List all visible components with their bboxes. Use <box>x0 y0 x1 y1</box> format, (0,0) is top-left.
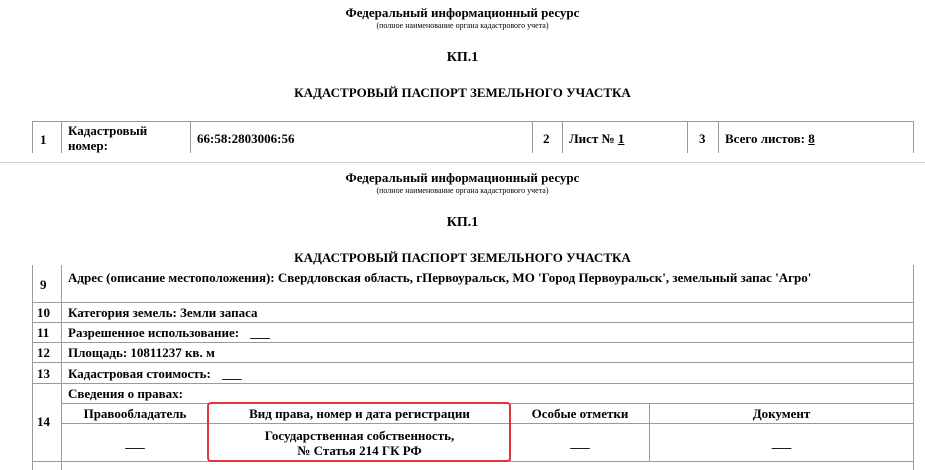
header-row-divider <box>61 121 62 153</box>
row-11-label: Разрешенное использование: <box>68 325 240 340</box>
rights-header-right-type: Вид права, номер и дата регистрации <box>249 406 470 421</box>
table-border-right <box>913 265 914 470</box>
row-border <box>32 322 914 323</box>
header-row-divider <box>562 121 563 153</box>
row-12-num: 12 <box>37 345 50 360</box>
rights-owner-value: ___ <box>125 435 145 450</box>
row-9-address: Адрес (описание местоположения): Свердловская область, гПервоуральск, МО 'Город Первоуральск', земельный запас 'Агро' <box>68 270 812 285</box>
header-row-border-right <box>913 121 914 153</box>
passport-title: КАДАСТРОВЫЙ ПАСПОРТ ЗЕМЕЛЬНОГО УЧАСТКА <box>294 85 631 100</box>
highlight-box <box>207 402 511 462</box>
rights-right-type-line2: № Статья 214 ГК РФ <box>297 443 422 458</box>
header-row-border-left <box>32 121 33 153</box>
header-row-num-2: 2 <box>543 131 550 146</box>
resource-title: Федеральный информационный ресурс <box>345 5 580 20</box>
row-13-label: Кадастровая стоимость: <box>68 366 211 381</box>
cadastral-number-value: 66:58:2803006:56 <box>197 131 295 146</box>
form-code: КП.1 <box>446 50 479 65</box>
resource-title-2: Федеральный информационный ресурс <box>345 170 580 185</box>
row-11-value: ___ <box>250 325 270 340</box>
sheet-field <box>569 131 624 146</box>
row-14-title: Сведения о правах: <box>68 386 183 401</box>
header-row-divider <box>532 121 533 153</box>
table-border-left <box>32 265 33 470</box>
header-row-divider <box>718 121 719 153</box>
row-border <box>32 383 914 384</box>
row-10-num: 10 <box>37 305 50 320</box>
row-13-value: ___ <box>222 366 242 381</box>
total-sheets-field <box>725 131 815 146</box>
total-sheets-value: 8 <box>808 131 815 146</box>
rights-document-value: ___ <box>771 435 792 450</box>
row-9-num: 9 <box>40 277 47 292</box>
row-border <box>32 362 914 363</box>
sheet-value: 1 <box>617 131 625 146</box>
row-13-cadastral-value <box>68 366 242 381</box>
cadastral-number-label: Кадастровый номер: <box>68 123 148 153</box>
rights-right-type-line1: Государственная собственность, <box>264 428 455 443</box>
page-separator <box>0 162 925 163</box>
row-12-area: Площадь: 10811237 кв. м <box>68 345 215 360</box>
row-11-num: 11 <box>37 325 50 340</box>
rights-header-notes: Особые отметки <box>531 406 629 421</box>
rights-notes-value: ___ <box>570 435 590 450</box>
header-row-num-1: 1 <box>40 132 47 147</box>
resource-subtitle-2: (полное наименование органа кадастрового учета) <box>376 186 549 195</box>
row-border <box>32 342 914 343</box>
rights-header-document: Документ <box>752 406 811 421</box>
row-10-category: Категория земель: Земли запаса <box>68 305 258 320</box>
row-14-num: 14 <box>37 414 50 429</box>
header-row-top-border <box>32 121 914 122</box>
passport-title-2: КАДАСТРОВЫЙ ПАСПОРТ ЗЕМЕЛЬНОГО УЧАСТКА <box>294 250 631 265</box>
row-border <box>32 302 914 303</box>
form-code-2: КП.1 <box>446 215 479 230</box>
sheet-label: Лист № <box>569 131 615 146</box>
header-row-num-3: 3 <box>699 131 706 146</box>
row-13-num: 13 <box>37 366 50 381</box>
resource-subtitle: (полное наименование органа кадастрового учета) <box>376 21 549 30</box>
header-row-divider <box>190 121 191 153</box>
row-11-permitted-use <box>68 325 270 340</box>
rights-header-owner: Правообладатель <box>83 406 187 421</box>
total-sheets-label: Всего листов: <box>725 131 805 146</box>
header-row-divider <box>687 121 688 153</box>
